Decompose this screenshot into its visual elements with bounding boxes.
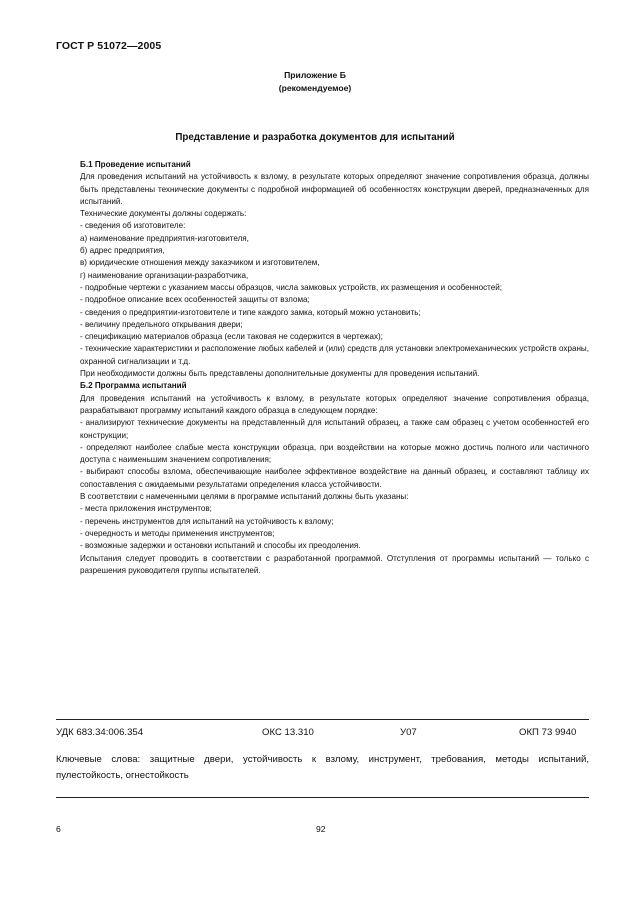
list-item: б) адрес предприятия,	[80, 246, 165, 256]
standard-header: ГОСТ Р 51072—2005	[56, 40, 162, 52]
oks-code: ОКС 13.310	[262, 727, 314, 738]
list-item: - анализируют технические документы на представленный для испытаний образец, а также сам образец с учетом особенностей его конструкции;	[80, 418, 589, 440]
paragraph: Для проведения испытаний на устойчивость к взлому, в результате которых определяют значение сопротивления образца, разрабатывают программу испытаний каждого образца в следующем порядке:	[80, 393, 589, 415]
section-heading: Б.1 Проведение испытаний	[80, 160, 191, 169]
footer-divider-bottom	[56, 797, 589, 798]
list-item: - очередность и методы применения инструментов;	[80, 528, 275, 538]
paragraph: Технические документы должны содержать:	[80, 209, 247, 219]
list-item: - величину предельного открывания двери;	[80, 319, 243, 329]
list-item: в) юридические отношения между заказчиком и изготовителем,	[80, 258, 320, 268]
list-item: - сведения о предприятии-изготовителе и типе каждого замка, который можно установить;	[80, 307, 421, 317]
page-number-left: 6	[56, 824, 61, 834]
list-item: - технические характеристики и расположение любых кабелей и (или) средств для установки электромеханических устройств охраны, охранной сигнализации и т.д.	[80, 344, 589, 366]
appendix-label: Приложение Б	[284, 70, 346, 80]
list-item: - подробные чертежи с указанием массы образцов, числа замковых устройств, их размещения и особенностей;	[80, 282, 503, 292]
list-item: - сведения об изготовителе:	[80, 221, 186, 231]
list-item: - спецификацию материалов образца (если таковая не содержится в чертежах);	[80, 332, 383, 342]
footer-divider-top	[56, 719, 589, 720]
list-item: - перечень инструментов для испытаний на устойчивость к взлому;	[80, 516, 334, 526]
list-item: г) наименование организации-разработчика,	[80, 270, 249, 280]
list-item: а) наименование предприятия-изготовителя,	[80, 233, 249, 243]
keywords: Ключевые слова: защитные двери, устойчивость к взлому, инструмент, требования, методы испытаний, пулестойкость, огнестойкость	[56, 754, 589, 781]
okp-code: ОКП 73 9940	[519, 727, 577, 738]
paragraph: Испытания следует проводить в соответствии с разработанной программой. Отступления от программы испытаний — только с разрешения руководителя группы испытателей.	[80, 553, 589, 575]
udk-code: УДК 683.34:006.354	[56, 727, 144, 738]
list-item: - места приложения инструментов;	[80, 504, 212, 514]
list-item: - выбирают способы взлома, обеспечивающие наиболее эффективное воздействие на данный образец, и составляют таблицу их сопоставления с ожидаемыми результатами определения класса устойчивости.	[80, 467, 589, 489]
appendix-note: (рекомендуемое)	[278, 83, 352, 93]
category-code: У07	[400, 727, 417, 738]
list-item: - подробное описание всех особенностей защиты от взлома;	[80, 295, 310, 305]
page-number-center: 92	[316, 824, 326, 834]
paragraph: Для проведения испытаний на устойчивость к взлому, в результате которых определяют значение сопротивления образца, должны быть представлены технические документы с подробной информацией об особенностях конструкции дверей, предназначенных для испытаний.	[80, 172, 589, 206]
paragraph: При необходимости должны быть представлены дополнительные документы для проведения испытаний.	[80, 369, 480, 379]
paragraph: В соответствии с намеченными целями в программе испытаний должны быть указаны:	[80, 492, 409, 502]
list-item: - возможные задержки и остановки испытаний и способы их преодоления.	[80, 541, 361, 551]
page-title: Представление и разработка документов для испытаний	[175, 132, 455, 143]
list-item: - определяют наиболее слабые места конструкции образца, при воздействии на которые можно достичь полного или частичного доступа с наименьшим значением сопротивления;	[80, 442, 589, 465]
document-body	[56, 159, 589, 577]
section-heading: Б.2 Программа испытаний	[80, 381, 187, 391]
